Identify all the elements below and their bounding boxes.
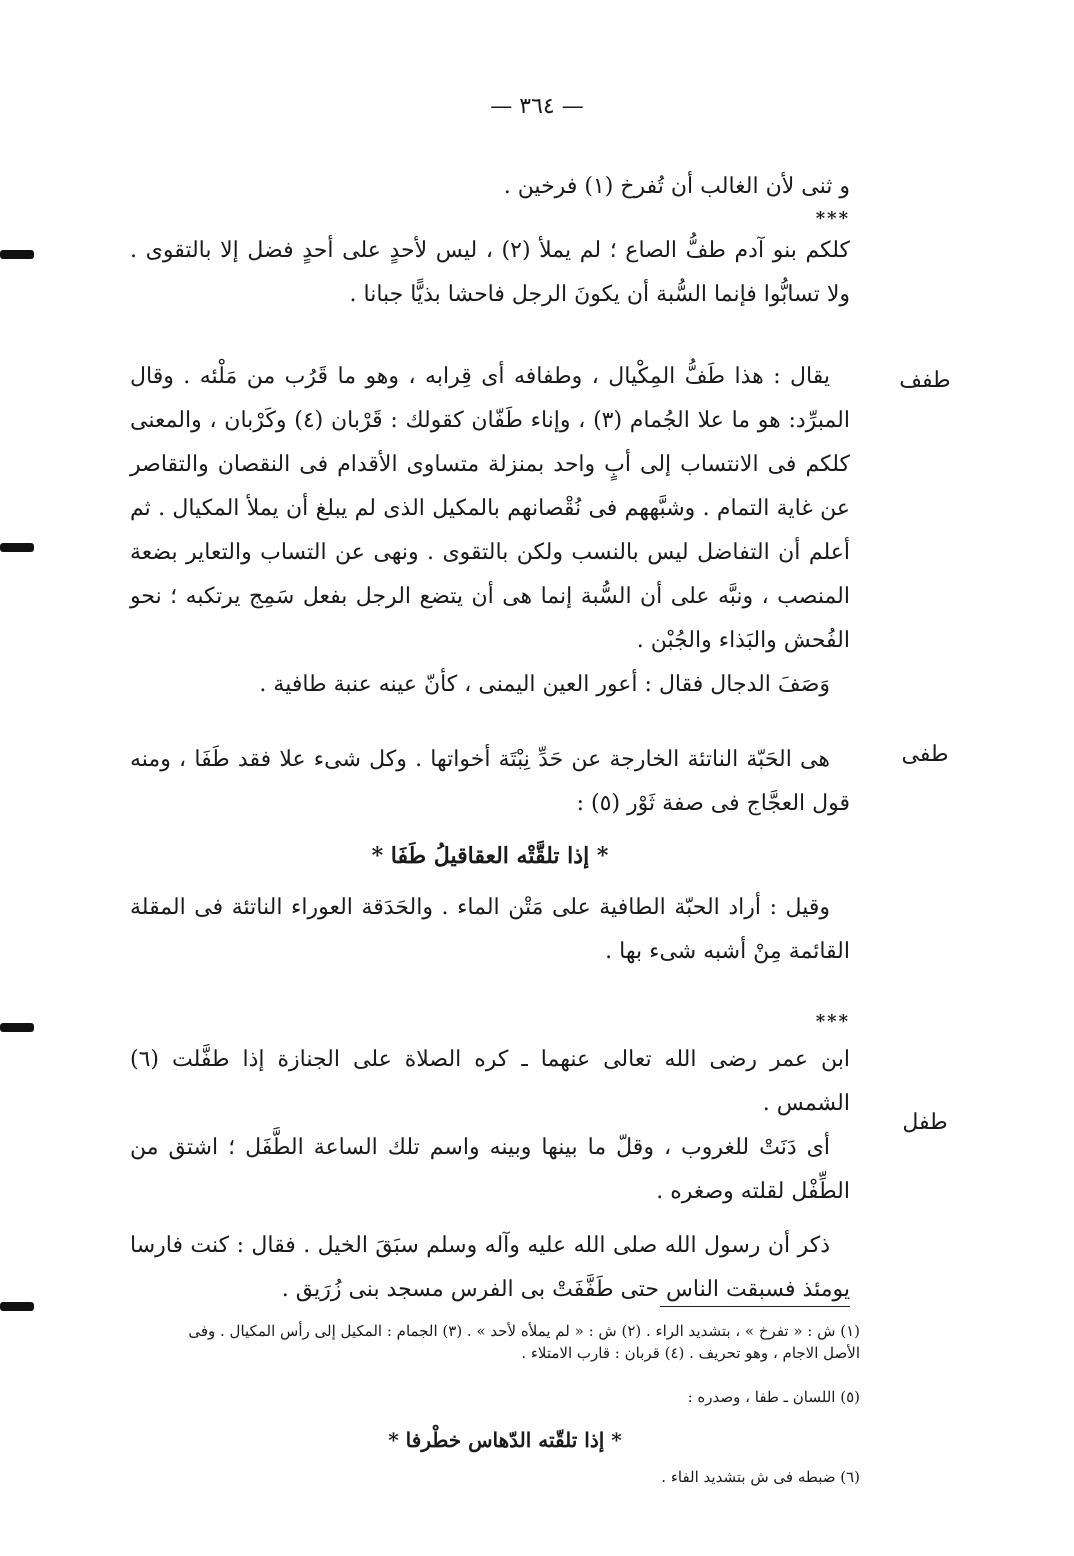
paragraph-taff-explanation: يقال : هذا طَفُّ المِكْيال ، وطفافه أى قِرابه ، وهو ما قَرُب من مَلْئه . وقال المبرِّد: هو ما علا الجُمام (٣) ، وإناء طَفّان كقولك : قَرْبان (٤) وكَرْبان ، والمعنى كلكم فى الانتساب إلى أبٍ واحد بمنزلة متساوى الأقدام فى النقصان والتقاصر عن غاية التمام . وشبَّههم فى نُقْصانهم بالمكيل الذى لم يبلغ أن يملأ المكيال . ثم أعلم أن التفاضل ليس بالنسب ولكن بالتقوى . ونهى عن التساب والتعاير بضعة المنصب ، ونبَّه على أن السُّبة إنما هى أن يتضع الرجل بفعل سَمِج يرتكبه ؛ نحو الفُحش والبَذاء والجُبْن .	[130, 364, 850, 653]
footnote-5: (٥) اللسان ـ طفا ، وصدره :	[687, 1388, 860, 1406]
entry-taff	[130, 355, 850, 707]
footnote-1-4: (١) ش : « تفرخ » ، بتشديد الراء . (٢) ش : « لم يملأه لأحد » . (٣) الجمام : المكيل إلى رأس المكيال . وفى الأصل الاجام ، وهو تحريف . (٤) قربان : قارب الامتلاء .	[188, 1322, 860, 1362]
entry-tafa	[130, 738, 850, 974]
main-text	[130, 165, 850, 317]
footnote-verse: * إذا تلقّته الدّهاس خطْرفا *	[388, 1428, 622, 1452]
paragraph-hadith-1: كلكم بنو آدم طفُّ الصاع ؛ لم يملأ (٢) ، ليس لأحدٍ على أحدٍ فضل إلا بالتقوى . ولا تسابُّوا فإنما السُّبة أن يكونَ الرجل فاحشا بذيًّا جبانا .	[130, 238, 850, 307]
footnote-6: (٦) ضبطه فى ش بتشديد الفاء .	[661, 1468, 860, 1486]
binding-mark	[0, 1023, 34, 1032]
footnote-rule	[660, 1306, 850, 1307]
paragraph-tafal-explanation: أى دَنَتْ للغروب ، وقلّ ما بينها وبينه واسم تلك الساعة الطَّفَل ؛ اشتق من الطِّفْل لقلته وصغره .	[130, 1135, 850, 1204]
separator-2: ***	[815, 1011, 850, 1032]
paragraph-hadith-dajjal: وَصَفَ الدجال فقال : أعور العين اليمنى ، كأنّ عينه عنبة طافية .	[259, 672, 830, 697]
entry-tafal	[130, 1012, 850, 1312]
margin-headword-tafal: طفل	[902, 1110, 948, 1135]
separator-1: ***	[815, 208, 850, 229]
binding-mark	[0, 250, 34, 259]
binding-mark	[0, 1302, 34, 1311]
paragraph-hadith-ibn-umar: ابن عمر رضى الله تعالى عنهما ـ كره الصلاة على الجنازة إذا طفَّلت (٦) الشمس .	[130, 1047, 850, 1116]
margin-headword-taff: طفف	[899, 368, 951, 393]
paragraph-hadith-horse: ذكر أن رسول الله صلى الله عليه وآله وسلم سبَقَ الخيل . فقال : كنت فارسا يومئذ فسبقت الناس حتى طَفَّفَتْ بى الفرس مسجد بنى زُرَيق .	[130, 1233, 850, 1302]
paragraph-1: و ثنى لأن الغالب أن تُفرخ (١) فرخين .	[503, 174, 850, 199]
margin-headword-tafa: طفى	[901, 742, 949, 767]
verse-line: * إذا تلقَّتْه العقاقيلُ طَفَا *	[371, 843, 609, 869]
binding-mark	[0, 543, 34, 552]
page-number: — ٣٦٤ —	[490, 94, 584, 119]
paragraph-tafa-explanation: هى الحَبّة الناتئة الخارجة عن حَدِّ نِبْتَة أخواتها . وكل شىء علا فقد طَفَا ، ومنه قول العجَّاج فى صفة ثَوْر (٥) :	[130, 747, 850, 816]
paragraph-tafa-continued: وقيل : أراد الحبّة الطافية على مَتْن الماء . والحَدَقة العوراء الناتئة فى المقلة القائمة مِنْ أشبه شىء بها .	[130, 895, 850, 964]
